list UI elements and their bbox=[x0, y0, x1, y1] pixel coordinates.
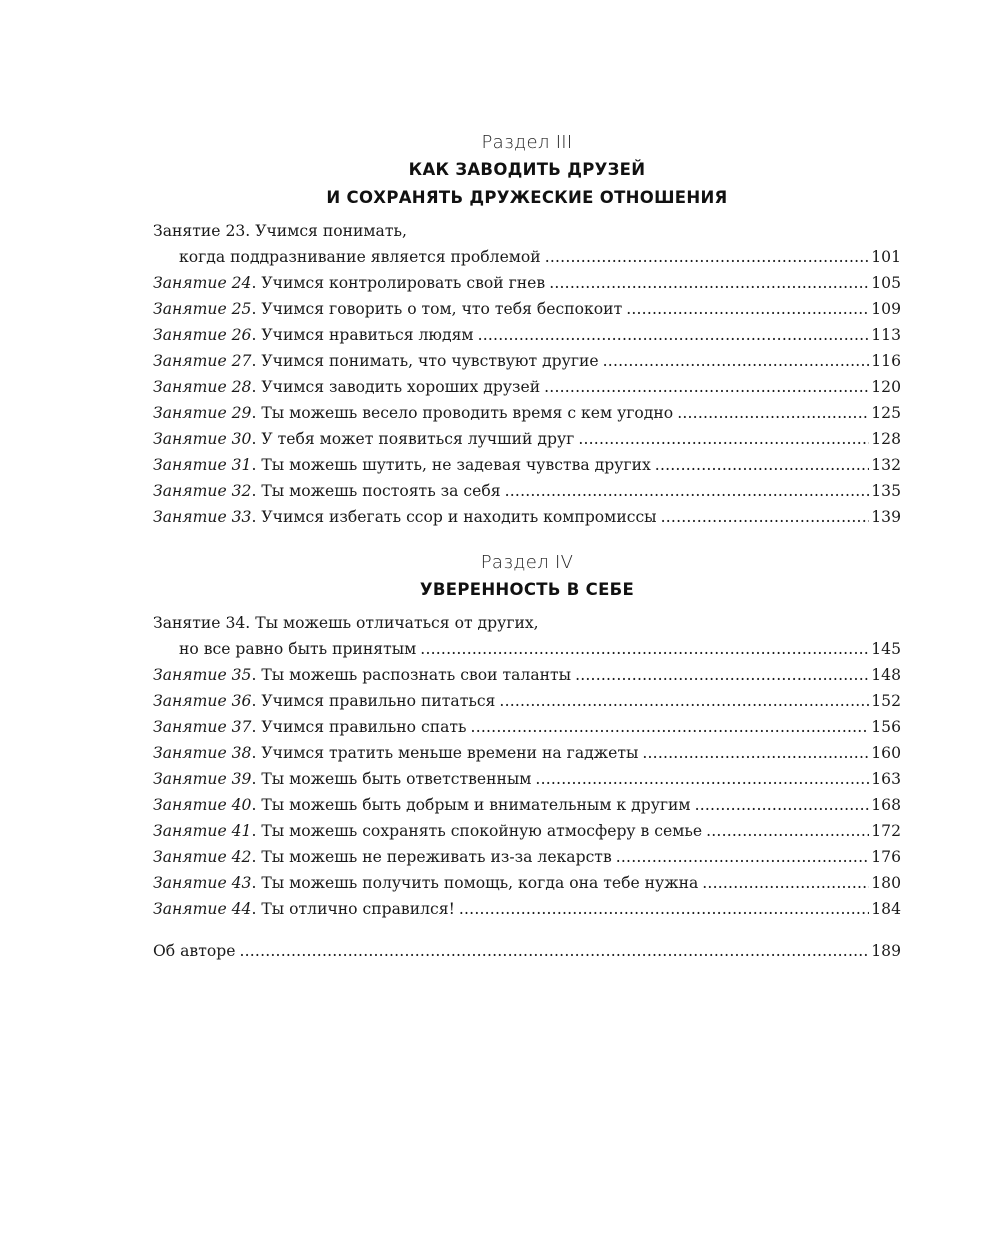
page-number: 105 bbox=[871, 274, 901, 292]
leader-dots bbox=[505, 478, 870, 504]
leader-dots bbox=[603, 348, 870, 374]
page-number: 113 bbox=[871, 326, 901, 344]
toc-list-section-4 bbox=[153, 610, 901, 922]
page-number: 189 bbox=[871, 942, 901, 960]
lesson-number: Занятие 42 bbox=[153, 848, 252, 866]
page-number: 160 bbox=[871, 744, 901, 762]
page-number: 180 bbox=[871, 874, 901, 892]
toc-entry[interactable]: Занятие 32 . Ты можешь постоять за себя ..... 135 bbox=[153, 478, 901, 504]
lesson-number: Занятие 44 bbox=[153, 900, 252, 918]
leader-dots bbox=[616, 844, 870, 870]
lesson-topic: Ты можешь получить помощь, когда она тебе нужна bbox=[261, 874, 699, 892]
lesson-topic: Ты можешь быть добрым и внимательным к другим bbox=[261, 796, 691, 814]
lesson-number: Занятие 31 bbox=[153, 456, 252, 474]
toc-entry-about-author[interactable] bbox=[153, 938, 901, 964]
page-number: 145 bbox=[871, 640, 901, 658]
toc-entry[interactable]: Занятие 36 . Учимся правильно питаться ..... 152 bbox=[153, 688, 901, 714]
lesson-number: Занятие 35 bbox=[153, 666, 252, 684]
toc-entry[interactable]: Занятие 39 . Ты можешь быть ответственным ..... 163 bbox=[153, 766, 901, 792]
lesson-number: Занятие 41 bbox=[153, 822, 252, 840]
lesson-topic: Ты можешь постоять за себя bbox=[261, 482, 501, 500]
leader-dots bbox=[695, 792, 870, 818]
page-number: 163 bbox=[871, 770, 901, 788]
lesson-topic: Учимся говорить о том, что тебя беспокоит bbox=[261, 300, 623, 318]
lesson-topic: Учимся контролировать свой гнев bbox=[261, 274, 546, 292]
page-number: 176 bbox=[871, 848, 901, 866]
toc-entry[interactable]: Занятие 24 . Учимся контролировать свой гнев ..... 105 bbox=[153, 270, 901, 296]
toc-entry[interactable]: Занятие 29 . Ты можешь весело проводить время с кем угодно ..... 125 bbox=[153, 400, 901, 426]
page-number: 135 bbox=[871, 482, 901, 500]
page-number: 168 bbox=[871, 796, 901, 814]
lesson-topic: Учимся правильно спать bbox=[261, 718, 467, 736]
section-title: КАК ЗАВОДИТЬ ДРУЗЕЙ bbox=[408, 160, 646, 179]
page-number: 156 bbox=[871, 718, 901, 736]
lesson-number: Занятие 43 bbox=[153, 874, 252, 892]
toc-entry[interactable]: Занятие 35 . Ты можешь распознать свои таланты ..... 148 bbox=[153, 662, 901, 688]
lesson-topic: Учимся понимать, что чувствуют другие bbox=[261, 352, 599, 370]
toc-entry[interactable]: Занятие 40 . Ты можешь быть добрым и внимательным к другим ..... 168 bbox=[153, 792, 901, 818]
page-number: 125 bbox=[871, 404, 901, 422]
lesson-topic: Ты можешь быть ответственным bbox=[261, 770, 532, 788]
section-3-header bbox=[153, 130, 901, 212]
lesson-topic: Ты можешь весело проводить время с кем угодно bbox=[261, 404, 674, 422]
lesson-topic: Ты можешь сохранять спокойную атмосферу в семье bbox=[261, 822, 703, 840]
toc-entry-continuation[interactable] bbox=[153, 244, 901, 270]
toc-entry[interactable]: Занятие 44 . Ты отлично справился! ..... 184 bbox=[153, 896, 901, 922]
page-number: 101 bbox=[871, 248, 901, 266]
leader-dots bbox=[549, 270, 869, 296]
page-number: 152 bbox=[871, 692, 901, 710]
lesson-topic: Учимся избегать ссор и находить компромиссы bbox=[261, 508, 657, 526]
page-number: 148 bbox=[871, 666, 901, 684]
lesson-topic: Ты можешь отличаться от других, bbox=[255, 614, 539, 632]
lesson-number: Занятие 28 bbox=[153, 378, 252, 396]
lesson-topic: У тебя может появиться лучший друг bbox=[261, 430, 575, 448]
page-number: 184 bbox=[871, 900, 901, 918]
page-number: 109 bbox=[871, 300, 901, 318]
section-title: И СОХРАНЯТЬ ДРУЖЕСКИЕ ОТНОШЕНИЯ bbox=[326, 188, 728, 207]
section-label: Раздел IV bbox=[480, 552, 574, 573]
leader-dots bbox=[626, 296, 869, 322]
toc-entry[interactable]: Занятие 31 . Ты можешь шутить, не задевая чувства других ..... 132 bbox=[153, 452, 901, 478]
lesson-number: Занятие 33 bbox=[153, 508, 252, 526]
toc-entry[interactable]: Занятие 25 . Учимся говорить о том, что тебя беспокоит ..... 109 bbox=[153, 296, 901, 322]
leader-dots bbox=[706, 818, 869, 844]
toc-entry-continuation[interactable] bbox=[153, 636, 901, 662]
lesson-topic: Ты можешь распознать свои таланты bbox=[261, 666, 572, 684]
about-author-label: Об авторе bbox=[153, 942, 236, 960]
toc-entry[interactable]: Занятие 37 . Учимся правильно спать ..... 156 bbox=[153, 714, 901, 740]
leader-dots bbox=[459, 896, 869, 922]
toc-entry[interactable]: Занятие 43 . Ты можешь получить помощь, когда она тебе нужна ..... 180 bbox=[153, 870, 901, 896]
page-number: 132 bbox=[871, 456, 901, 474]
leader-dots bbox=[575, 662, 869, 688]
leader-dots bbox=[702, 870, 869, 896]
toc-list-section-3 bbox=[153, 218, 901, 530]
lesson-topic: Учимся правильно питаться bbox=[261, 692, 496, 710]
toc-entry[interactable]: Занятие 28 . Учимся заводить хороших друзей ..... 120 bbox=[153, 374, 901, 400]
leader-dots bbox=[655, 452, 869, 478]
leader-dots bbox=[544, 374, 869, 400]
lesson-number: Занятие 38 bbox=[153, 744, 252, 762]
lesson-number: Занятие 23 bbox=[153, 222, 246, 240]
toc-entry[interactable]: Занятие 23. Учимся понимать, bbox=[153, 222, 407, 240]
toc-entry[interactable]: Занятие 26 . Учимся нравиться людям ..... 113 bbox=[153, 322, 901, 348]
lesson-topic: Ты можешь шутить, не задевая чувства других bbox=[261, 456, 651, 474]
lesson-number: Занятие 37 bbox=[153, 718, 252, 736]
lesson-number: Занятие 40 bbox=[153, 796, 252, 814]
toc-entry[interactable]: Занятие 33 . Учимся избегать ссор и находить компромиссы ..... 139 bbox=[153, 504, 901, 530]
toc-entry[interactable]: Занятие 38 . Учимся тратить меньше времени на гаджеты ..... 160 bbox=[153, 740, 901, 766]
section-title: УВЕРЕННОСТЬ В СЕБЕ bbox=[419, 580, 635, 599]
page-number: 128 bbox=[871, 430, 901, 448]
lesson-topic: Учимся заводить хороших друзей bbox=[261, 378, 541, 396]
leader-dots bbox=[535, 766, 869, 792]
lesson-number: Занятие 29 bbox=[153, 404, 252, 422]
toc-entry[interactable]: Занятие 30 . У тебя может появиться лучший друг ..... 128 bbox=[153, 426, 901, 452]
table-of-contents-page bbox=[153, 130, 901, 964]
leader-dots bbox=[642, 740, 869, 766]
lesson-number: Занятие 27 bbox=[153, 352, 252, 370]
toc-entry[interactable]: Занятие 34. Ты можешь отличаться от других, bbox=[153, 614, 539, 632]
lesson-topic: Учимся нравиться людям bbox=[261, 326, 474, 344]
lesson-number: Занятие 39 bbox=[153, 770, 252, 788]
leader-dots bbox=[578, 426, 869, 452]
leader-dots bbox=[677, 400, 869, 426]
leader-dots bbox=[478, 322, 870, 348]
leader-dots bbox=[239, 938, 869, 964]
toc-entry[interactable]: Занятие 27 . Учимся понимать, что чувствуют другие ..... 116 bbox=[153, 348, 901, 374]
lesson-topic: Ты отлично справился! bbox=[261, 900, 455, 918]
toc-entry[interactable]: Занятие 42 . Ты можешь не переживать из-за лекарств ..... 176 bbox=[153, 844, 901, 870]
lesson-topic: Ты можешь не переживать из-за лекарств bbox=[261, 848, 612, 866]
page-number: 116 bbox=[871, 352, 901, 370]
leader-dots bbox=[420, 636, 869, 662]
page-number: 120 bbox=[871, 378, 901, 396]
lesson-number: Занятие 24 bbox=[153, 274, 252, 292]
lesson-topic: Учимся тратить меньше времени на гаджеты bbox=[261, 744, 639, 762]
page-number: 139 bbox=[871, 508, 901, 526]
leader-dots bbox=[471, 714, 870, 740]
lesson-number: Занятие 25 bbox=[153, 300, 252, 318]
leader-dots bbox=[545, 244, 870, 270]
lesson-number: Занятие 30 bbox=[153, 430, 252, 448]
toc-entry[interactable]: Занятие 41 . Ты можешь сохранять спокойную атмосферу в семье ..... 172 bbox=[153, 818, 901, 844]
section-label: Раздел III bbox=[481, 132, 573, 153]
lesson-number: Занятие 32 bbox=[153, 482, 252, 500]
page-number: 172 bbox=[871, 822, 901, 840]
lesson-topic: но все равно быть принятым bbox=[179, 640, 417, 658]
section-4-header bbox=[153, 550, 901, 604]
leader-dots bbox=[499, 688, 869, 714]
lesson-number: Занятие 36 bbox=[153, 692, 252, 710]
lesson-number: Занятие 34 bbox=[153, 614, 246, 632]
lesson-number: Занятие 26 bbox=[153, 326, 252, 344]
leader-dots bbox=[661, 504, 870, 530]
lesson-topic: когда поддразнивание является проблемой bbox=[179, 248, 541, 266]
lesson-topic: Учимся понимать, bbox=[255, 222, 407, 240]
